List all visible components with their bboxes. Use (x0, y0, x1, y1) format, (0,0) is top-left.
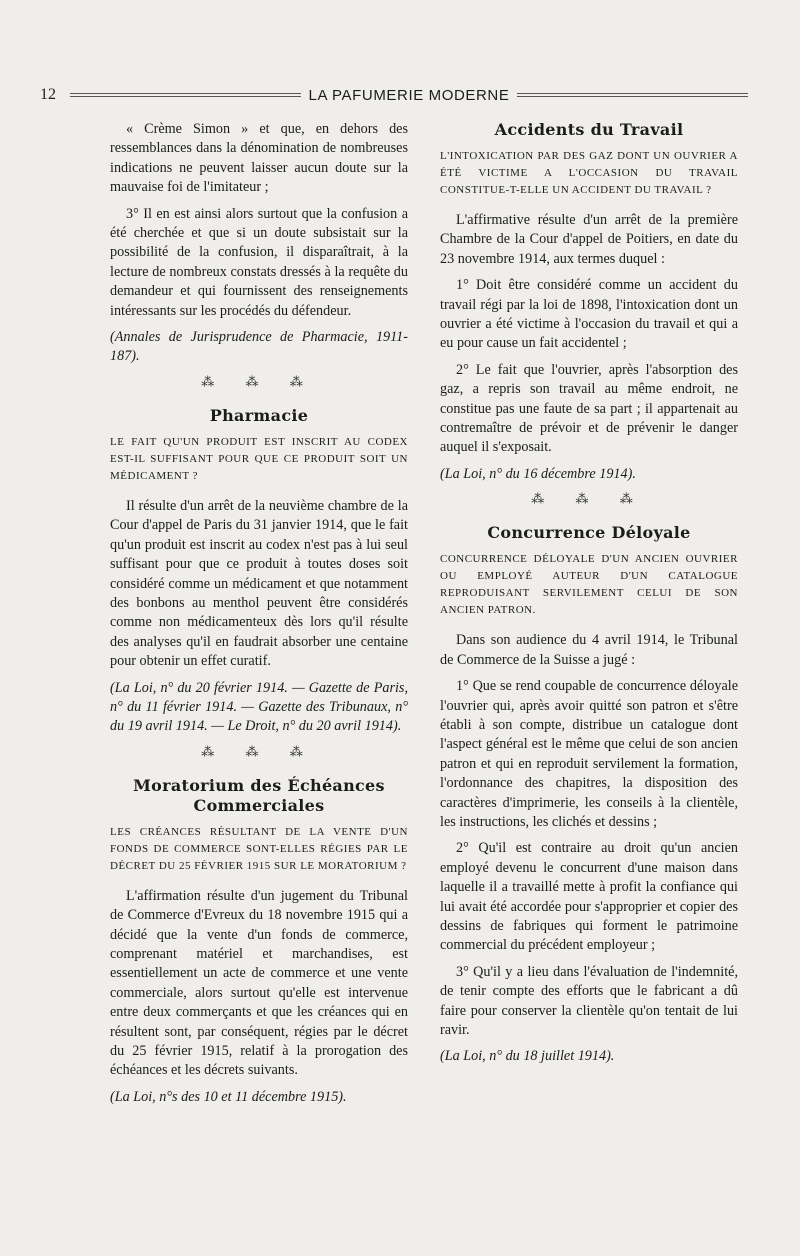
section-title-accidents: Accidents du Travail (494, 120, 684, 139)
section-subtitle-concurrence: CONCURRENCE DÉLOYALE D'UN ANCIEN OUVRIER OU EMPLOYÉ AUTEUR D'UN CATALOGUE REPRODUISANT SERVILEMENT CELUI DE SON ANCIEN PATRON. (440, 553, 738, 617)
running-header (40, 84, 756, 106)
pharmacie-paragraph: Il résulte d'un arrêt de la neuvième chambre de la Cour d'appel de Paris du 31 janvier 1914, que le fait qu'un produit est inscrit au codex n'est pas à lui seul suffisant pour que ce produit à toutes doses soit considéré comme un médicament et que notamment des bonbons au menthol peuvent être considérés comme non médicamenteux dès lors qu'il résulte des analyses qu'il en faudrait absorber une centaine pour obtenir un effet curatif. (110, 497, 408, 670)
accidents-paragraph-3: 2° Le fait que l'ouvrier, après l'absorption des gaz, a repris son travail au même endroit, ne constitue pas une faute de sa part ; il appartenait au contremaître de prévoir et de prévenir le danger auquel il s'exposait. (440, 361, 738, 456)
accidents-citation: (La Loi, n° du 16 décembre 1914). (440, 465, 636, 482)
page-number: 12 (40, 86, 56, 103)
section-subtitle-pharmacie: LE FAIT QU'UN PRODUIT EST INSCRIT AU CODEX EST-IL SUFFISANT POUR QUE CE PRODUIT SOIT UN MÉDICAMENT ? (110, 435, 408, 482)
intro-paragraph-1: « Crème Simon » et que, en dehors des ressemblances dans la dénomination de nombreuses indications ne peuvent laisser aucun doute sur la mauvaise foi de l'imitateur ; (110, 121, 408, 196)
pharmacie-citation: (La Loi, n° du 20 février 1914. — Gazette de Paris, n° du 11 février 1914. — Gazette des Tribunaux, n° du 19 avril 1914. — Le Droit, n° du 20 avril 1914). (110, 679, 408, 735)
concurrence-paragraph-2: 1° Que se rend coupable de concurrence déloyale l'ouvrier qui, après avoir quitté son patron et s'être établi à son compte, distribue un catalogue dont l'aspect général est le même que celui de son ancien patron et qui en reproduit servilement la formation, l'ordonnance des chapitres, la disposition des caractères d'imprimerie, les conseils à la clientèle, les instructions, les clichés et dessins ; (440, 678, 738, 830)
concurrence-paragraph-3: 2° Qu'il est contraire au droit qu'un ancien employé devenu le concurrent d'une maison dans laquelle il a travaillé mette à profit la confiance qui lui avait été accordée pour s'approprier et copier des dessins de fabriques qui forment le patrimoine commercial du précédent employeur ; (440, 840, 738, 954)
journal-title: LA PAFUMERIE MODERNE (308, 86, 510, 104)
intro-paragraph-2: 3° Il en est ainsi alors surtout que la confusion a été cherchée et que si un doute subsistait sur la possibilité de la confusion, il disparaîtrait, à la lecture de nombreux constats dressés à la requête du demandeur et qui fournissent des renseignements intéressants sur les procédés du défendeur. (110, 205, 408, 319)
section-title-moratorium: Moratorium des Échéances Commerciales (133, 775, 385, 815)
concurrence-paragraph-4: 3° Qu'il y a lieu dans l'évaluation de l'indemnité, de tenir compte des efforts que le fabricant a dû faire pour conserver la clientèle qu'on tentait de lui ravir. (440, 963, 738, 1038)
accidents-paragraph-1: L'affirmative résulte d'un arrêt de la première Chambre de la Cour d'appel de Poitiers, en date du 23 novembre 1914, aux termes duquel : (440, 212, 738, 267)
section-subtitle-moratorium: LES CRÉANCES RÉSULTANT DE LA VENTE D'UN FONDS DE COMMERCE SONT-ELLES RÉGIES PAR LE DÉCRET DU 25 FÉVRIER 1915 SUR LE MORATORIUM ? (110, 825, 408, 872)
ornament-divider: ⁂ ⁂ ⁂ (201, 373, 317, 389)
moratorium-paragraph: L'affirmation résulte d'un jugement du Tribunal de Commerce d'Evreux du 18 novembre 1915 qui a décidé que la vente d'un fonds de commerce, comprenant matériel et marchandises, est essentiellement un acte de commerce et une vente commerciale, alors surtout qu'elle est intervenue entre deux commerçants et que les créances qui en résultent sont, par conséquent, régies par le décret du 25 février 1915, relatif à la prorogation des échéances et les décrets suivants. (110, 887, 408, 1079)
header-rule-right (517, 93, 748, 97)
section-title-concurrence: Concurrence Déloyale (487, 523, 691, 543)
accidents-paragraph-2: 1° Doit être considéré comme un accident du travail régi par la loi de 1898, l'intoxication dont un ouvrier a été victime à l'occasion du travail et qui a eu pour cause un fait accidentel ; (440, 277, 738, 352)
header-rule-left (70, 93, 301, 97)
section-subtitle-accidents: L'INTOXICATION PAR DES GAZ DONT UN OUVRIER A ÉTÉ VICTIME A L'OCCASION DU TRAVAIL CONSTITUE-T-ELLE UN ACCIDENT DU TRAVAIL ? (440, 150, 738, 196)
left-column (110, 120, 408, 1114)
concurrence-paragraph-1: Dans son audience du 4 avril 1914, le Tribunal de Commerce de la Suisse a jugé : (440, 632, 738, 668)
ornament-divider: ⁂ ⁂ ⁂ (531, 491, 647, 507)
moratorium-citation: (La Loi, n°s des 10 et 11 décembre 1915). (110, 1088, 347, 1105)
intro-citation: (Annales de Jurisprudence de Pharmacie, 1911-187). (110, 329, 408, 365)
concurrence-citation: (La Loi, n° du 18 juillet 1914). (440, 1048, 615, 1065)
section-title-pharmacie: Pharmacie (209, 405, 309, 425)
ornament-divider: ⁂ ⁂ ⁂ (201, 743, 317, 759)
right-column (440, 120, 738, 1074)
